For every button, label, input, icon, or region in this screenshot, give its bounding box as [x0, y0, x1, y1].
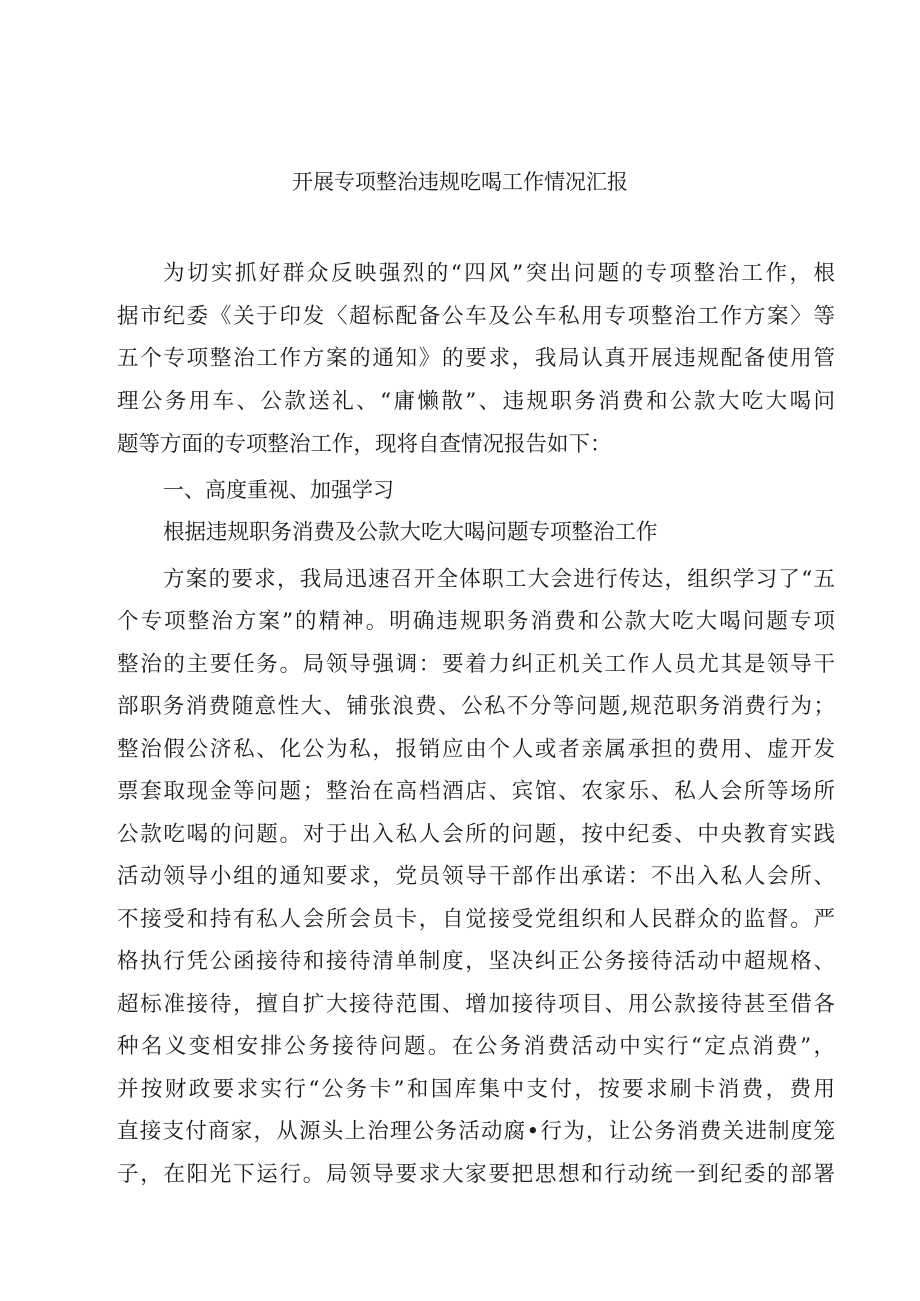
section-line: 部职务消费随意性大、铺张浪费、公私不分等问题,规范职务消费行为； — [117, 694, 835, 719]
section-line: 不接受和持有私人会所会员卡，自觉接受党组织和人民群众的监督。严 — [117, 907, 835, 932]
section-line: 种名义变相安排公务接待问题。在公务消费活动中实行“定点消费”， — [117, 1034, 835, 1059]
section-line: 整治的主要任务。局领导强调：要着力纠正机关工作人员尤其是领导干 — [117, 652, 835, 677]
intro-line: 题等方面的专项整治工作，现将自查情况报告如下： — [117, 432, 612, 457]
section-heading: 一、高度重视、加强学习 — [163, 478, 394, 502]
section-line: 子，在阳光下运行。局领导要求大家要把思想和行动统一到纪委的部署 — [117, 1162, 835, 1187]
section-line: 并按财政要求实行“公务卡”和国库集中支付，按要求刷卡消费，费用 — [117, 1077, 835, 1102]
document-title: 开展专项整治违规吃喝工作情况汇报 — [292, 170, 628, 194]
section-line: 整治假公济私、化公为私，报销应由个人或者亲属承担的费用、虚开发 — [117, 737, 835, 762]
section-line: 活动领导小组的通知要求，党员领导干部作出承诺：不出入私人会所、 — [117, 864, 835, 889]
intro-line: 为切实抓好群众反映强烈的“四风”突出问题的专项整治工作，根 — [163, 261, 835, 286]
intro-line: 据市纪委《关于印发〈超标配备公车及公车私用专项整治工作方案〉等 — [117, 304, 835, 329]
intro-line: 理公务用车、公款送礼、“庸懒散”、违规职务消费和公款大吃大喝问 — [117, 389, 835, 414]
section-line: 个专项整治方案”的精神。明确违规职务消费和公款大吃大喝问题专项 — [117, 609, 835, 634]
intro-line: 五个专项整治工作方案的通知》的要求，我局认真开展违规配备使用管 — [117, 346, 835, 371]
section-line: 票套取现金等问题；整治在高档酒店、宾馆、农家乐、私人会所等场所 — [117, 779, 835, 804]
section-line: 直接支付商家，从源头上治理公务活动腐•行为，让公务消费关进制度笼 — [117, 1119, 835, 1144]
section-line: 方案的要求，我局迅速召开全体职工大会进行传达，组织学习了“五 — [163, 567, 835, 592]
section-line: 根据违规职务消费及公款大吃大喝问题专项整治工作 — [163, 520, 658, 545]
section-line: 公款吃喝的问题。对于出入私人会所的问题，按中纪委、中央教育实践 — [117, 822, 835, 847]
section-line: 超标准接待，擅自扩大接待范围、增加接待项目、用公款接待甚至借各 — [117, 992, 835, 1017]
section-line: 格执行凭公函接待和接待清单制度，坚决纠正公务接待活动中超规格、 — [117, 949, 835, 974]
